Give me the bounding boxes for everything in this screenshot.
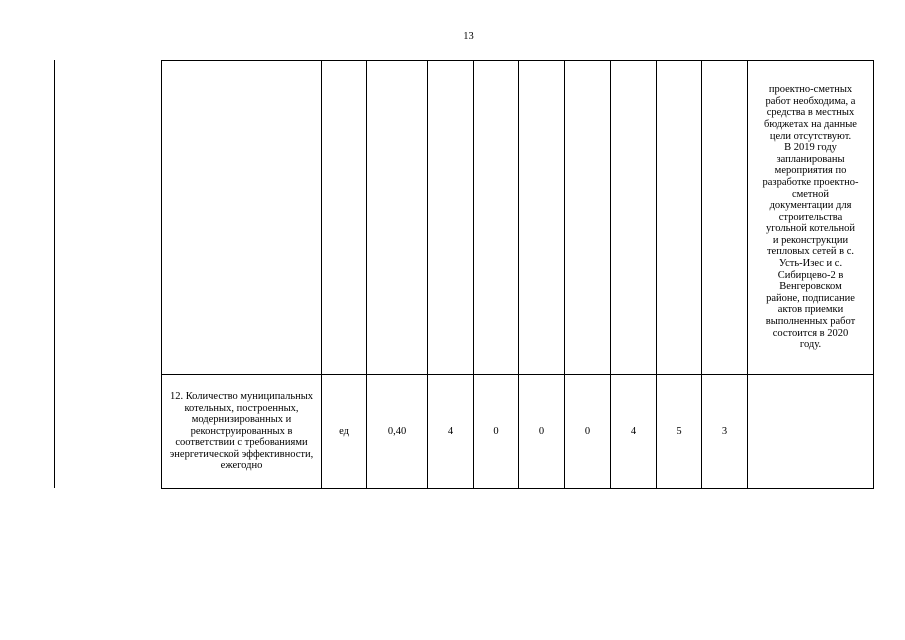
table-cell (702, 61, 748, 375)
value-cell-1: 4 (428, 375, 474, 489)
table-cell (428, 61, 474, 375)
unit-cell: ед (322, 375, 367, 489)
value-cell-5: 4 (611, 375, 657, 489)
table-row-12 (162, 375, 874, 489)
value-cell-6: 5 (657, 375, 702, 489)
table-row-continued (162, 61, 874, 375)
note-cell (748, 375, 874, 489)
note-text: проектно-сметных работ необходима, а средства в местных бюджетах на данные цели отсутствуют. В 2019 году запланированы мероприятия по разработке проектно- сметной документации для строительства угольной котельной и реконструкции тепловых сетей в с. Усть-Изес и с. Сибирцево-2 в Венгеровском районе, подписание актов приемки выполненных работ состоится в 2020 году. (762, 84, 859, 351)
table-cell (519, 61, 565, 375)
table-cell (162, 61, 322, 375)
page-number: 13 (463, 31, 474, 42)
indicator-table (161, 60, 874, 489)
value-cell-3: 0 (519, 375, 565, 489)
margin-line (54, 60, 55, 488)
table-cell (322, 61, 367, 375)
value-cell-7: 3 (702, 375, 748, 489)
table-cell (367, 61, 428, 375)
value-cell-4: 0 (565, 375, 611, 489)
weight-cell: 0,40 (367, 375, 428, 489)
table-cell (657, 61, 702, 375)
value-cell-2: 0 (474, 375, 519, 489)
note-cell (748, 61, 874, 375)
table-cell (474, 61, 519, 375)
table-cell (611, 61, 657, 375)
table-cell (565, 61, 611, 375)
indicator-name-cell: 12. Количество муниципальных котельных, построенных, модернизированных и реконструированных в соответствии с требованиями энергетической эффективности, ежегодно (162, 375, 322, 489)
